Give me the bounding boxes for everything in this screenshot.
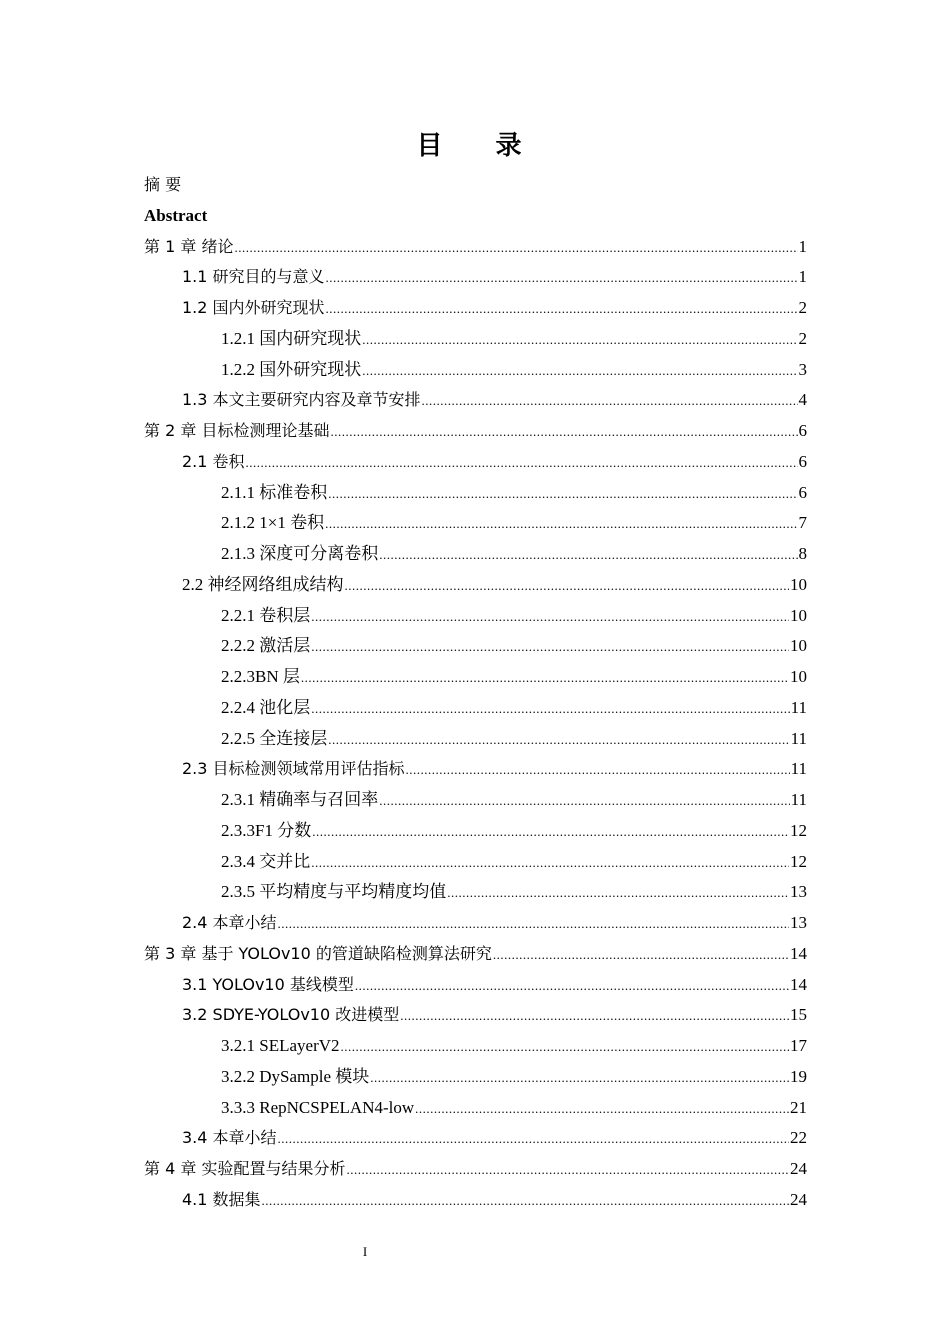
toc-entry[interactable] [144, 847, 807, 878]
toc-entry[interactable] [144, 662, 807, 693]
toc-entry[interactable] [144, 508, 807, 539]
toc-entry-page: 2 [798, 328, 807, 348]
toc-leader-dots [493, 940, 789, 971]
toc-entry-page: 10 [790, 574, 807, 594]
toc-entry-label: 2.3.3F1 分数 [221, 820, 312, 840]
toc-entry[interactable] [144, 1062, 807, 1093]
toc-entry[interactable] [144, 570, 807, 601]
toc-entry[interactable] [144, 293, 807, 324]
page-number: I [362, 1244, 368, 1259]
toc-leader-dots [328, 725, 789, 756]
toc-entry-page: 11 [790, 759, 807, 779]
toc-entry[interactable] [144, 601, 807, 632]
toc-leader-dots [326, 294, 798, 325]
toc-entry-label: 摘 要 [144, 175, 182, 194]
toc-entry[interactable] [144, 170, 807, 201]
toc-entry-label: 3.1 YOLOv10 基线模型 [182, 974, 354, 994]
toc-entry-page: 1 [798, 236, 807, 256]
toc-leader-dots [346, 1155, 789, 1186]
toc-entry[interactable] [144, 1031, 807, 1062]
toc-entry-page: 21 [790, 1097, 807, 1117]
toc-entry-label: 2.2.4 池化层 [221, 697, 311, 717]
toc-entry[interactable] [144, 1123, 807, 1154]
toc-leader-dots [345, 571, 790, 602]
toc-entry[interactable] [144, 693, 807, 724]
toc-entry-label: 2.2.3BN 层 [221, 667, 300, 686]
toc-entry-page: 13 [790, 882, 807, 902]
toc-entry-page: 22 [790, 1128, 807, 1148]
toc-entry-page: 11 [790, 728, 807, 748]
toc-leader-dots [301, 663, 789, 694]
toc-entry-label: 2.3.5 平均精度与平均精度均值 [221, 882, 447, 902]
toc-entry-page: 7 [798, 513, 807, 533]
toc-entry-label: 3.2.2 DySample 模块 [221, 1066, 370, 1086]
toc-leader-dots [415, 1094, 789, 1125]
toc-entry-page: 6 [798, 482, 807, 502]
toc-entry[interactable] [144, 416, 807, 447]
toc-entry-page: 12 [790, 851, 807, 871]
toc-entry[interactable] [144, 478, 807, 509]
toc-entry[interactable] [144, 201, 807, 232]
toc-entry-label: 第 3 章 基于 YOLOv10 的管道缺陷检测算法研究 [144, 943, 492, 963]
toc-entry-label: 第 4 章 实验配置与结果分析 [144, 1159, 346, 1178]
toc-entry[interactable] [144, 355, 807, 386]
toc-entry-page: 17 [790, 1036, 807, 1055]
toc-leader-dots [422, 386, 798, 417]
toc-entry-label: 2.3.4 交并比 [221, 851, 311, 871]
toc-entry-label: 1.2 国内外研究现状 [182, 298, 325, 317]
toc-leader-dots [278, 1124, 789, 1155]
toc-entry[interactable] [144, 1093, 807, 1124]
toc-entry-page: 15 [790, 1005, 807, 1025]
toc-leader-dots [362, 356, 797, 387]
toc-entry-label: 3.3.3 RepNCSPELAN4-low [221, 1097, 415, 1117]
toc-entry[interactable] [144, 816, 807, 847]
toc-leader-dots [311, 694, 789, 725]
toc-entry-page: 19 [790, 1066, 807, 1086]
toc-entry[interactable] [144, 785, 807, 816]
toc-leader-dots [325, 509, 797, 540]
toc-entry-label: 2.2 神经网络组成结构 [182, 574, 344, 594]
toc-entry-page: 6 [798, 421, 807, 440]
toc-entry-page: 10 [790, 636, 807, 656]
toc-entry[interactable] [144, 1185, 807, 1216]
toc-entry[interactable] [144, 939, 807, 970]
table-of-contents [144, 170, 807, 1216]
toc-entry-page: 3 [798, 359, 807, 379]
toc-entry-page: 11 [790, 790, 807, 809]
toc-entry[interactable] [144, 1154, 807, 1185]
toc-leader-dots [311, 602, 789, 633]
toc-entry[interactable] [144, 908, 807, 939]
toc-entry-page: 24 [790, 1189, 807, 1209]
toc-entry[interactable] [144, 385, 807, 416]
toc-entry-label: 2.1 卷积 [182, 451, 245, 471]
toc-entry[interactable] [144, 262, 807, 293]
toc-entry-label: 1.2.2 国外研究现状 [221, 359, 362, 379]
toc-entry-label: 2.4 本章小结 [182, 913, 277, 932]
toc-entry-page: 4 [798, 390, 807, 410]
toc-entry-page: 1 [798, 267, 807, 287]
toc-title: 目 录 [416, 131, 544, 161]
toc-entry-label: 1.1 研究目的与意义 [182, 267, 325, 287]
toc-entry[interactable] [144, 754, 807, 785]
toc-leader-dots [262, 1186, 789, 1217]
toc-entry-label: 2.1.3 深度可分离卷积 [221, 544, 379, 563]
toc-entry-page: 6 [798, 451, 807, 471]
toc-entry-page: 8 [798, 544, 807, 563]
toc-entry-label: 第 1 章 绪论 [144, 236, 234, 256]
toc-entry-page: 10 [790, 605, 807, 625]
toc-entry-label: 1.3 本文主要研究内容及章节安排 [182, 390, 421, 410]
toc-entry-page: 2 [798, 298, 807, 317]
toc-entry[interactable] [144, 631, 807, 662]
toc-entry[interactable] [144, 324, 807, 355]
toc-leader-dots [379, 786, 789, 817]
toc-leader-dots [362, 325, 797, 356]
toc-entry[interactable] [144, 539, 807, 570]
toc-leader-dots [326, 263, 798, 294]
toc-entry[interactable] [144, 724, 807, 755]
toc-entry-label: 2.2.5 全连接层 [221, 728, 328, 748]
toc-entry-label: 3.2.1 SELayerV2 [221, 1036, 340, 1055]
toc-leader-dots [278, 909, 789, 940]
toc-leader-dots [312, 817, 789, 848]
toc-leader-dots [311, 848, 789, 879]
toc-entry-label: 2.3.1 精确率与召回率 [221, 790, 379, 809]
toc-entry-page: 12 [790, 820, 807, 840]
toc-entry-label: 2.2.2 激活层 [221, 636, 311, 656]
toc-entry-page: 14 [790, 974, 807, 994]
toc-leader-dots [406, 755, 790, 786]
toc-entry-page: 10 [790, 667, 807, 686]
toc-leader-dots [447, 878, 789, 909]
toc-entry-label: 2.3 目标检测领域常用评估指标 [182, 759, 405, 779]
toc-entry-page: 14 [790, 943, 807, 963]
toc-entry[interactable] [144, 447, 807, 478]
toc-leader-dots [370, 1063, 789, 1094]
toc-leader-dots [400, 1001, 789, 1032]
toc-entry-label: 2.1.2 1×1 卷积 [221, 513, 325, 533]
toc-entry-page: 24 [790, 1159, 807, 1178]
toc-entry-label: 第 2 章 目标检测理论基础 [144, 421, 330, 440]
toc-leader-dots [234, 233, 797, 264]
toc-entry[interactable] [144, 970, 807, 1001]
toc-entry-label: 3.2 SDYE-YOLOv10 改进模型 [182, 1005, 400, 1025]
toc-leader-dots [379, 540, 797, 571]
toc-entry-label: 4.1 数据集 [182, 1189, 261, 1209]
toc-entry-label: 2.2.1 卷积层 [221, 605, 311, 625]
toc-entry-label: Abstract [144, 205, 208, 225]
toc-leader-dots [355, 971, 789, 1002]
toc-entry-label: 3.4 本章小结 [182, 1128, 277, 1148]
toc-entry[interactable] [144, 877, 807, 908]
toc-leader-dots [341, 1032, 789, 1063]
toc-entry-label: 1.2.1 国内研究现状 [221, 328, 362, 348]
toc-entry[interactable] [144, 232, 807, 263]
toc-entry-page: 13 [790, 913, 807, 932]
toc-leader-dots [328, 479, 797, 510]
toc-entry[interactable] [144, 1000, 807, 1031]
toc-entry-page: 11 [790, 697, 807, 717]
toc-leader-dots [311, 632, 789, 663]
toc-leader-dots [330, 417, 797, 448]
toc-entry-label: 2.1.1 标准卷积 [221, 482, 328, 502]
toc-leader-dots [246, 448, 798, 479]
